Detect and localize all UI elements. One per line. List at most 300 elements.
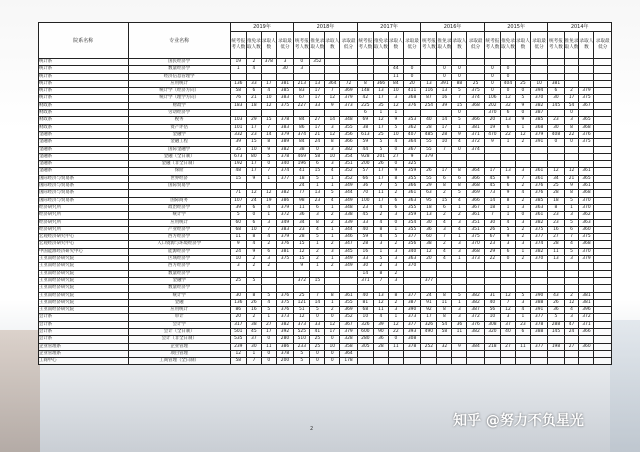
value-cell: [310, 73, 325, 80]
table-row: [39, 197, 612, 204]
value-cell: 30: [230, 292, 246, 299]
value-cell: [230, 183, 246, 190]
value-cell: 15: [230, 175, 246, 182]
value-cell: 3: [437, 226, 452, 233]
value-cell: 17: [310, 95, 325, 102]
value-cell: [579, 146, 594, 153]
dept-cell: 宏观经济研究中心: [39, 241, 129, 248]
header-subcol: 录取人数: [388, 32, 403, 59]
header-subcol: 推免录取人数: [373, 32, 388, 59]
table-row: [39, 161, 612, 168]
value-cell: 60: [230, 219, 246, 226]
value-cell: 381: [579, 292, 594, 299]
value-cell: 375: [467, 88, 484, 95]
value-cell: 24: [564, 328, 579, 335]
value-cell: 354: [403, 219, 420, 226]
value-cell: 23: [515, 321, 530, 328]
value-cell: 5: [373, 139, 388, 146]
value-cell: 340: [403, 248, 420, 255]
value-cell: [484, 263, 500, 270]
value-cell: 35: [230, 146, 246, 153]
value-cell: 394: [530, 88, 547, 95]
value-cell: [403, 350, 420, 357]
value-cell: 17: [310, 124, 325, 131]
value-cell: 5: [388, 234, 403, 241]
dept-cell: 王亚南经济研究院: [39, 307, 129, 314]
value-cell: 3: [261, 219, 276, 226]
value-cell: 379: [276, 234, 293, 241]
value-cell: [530, 358, 547, 365]
value-cell: 0: [484, 73, 500, 80]
value-cell: 355: [403, 226, 420, 233]
value-cell: 1: [452, 234, 467, 241]
value-cell: 383: [276, 124, 293, 131]
header-subcol: 录取人数: [325, 32, 340, 59]
value-cell: 95: [421, 197, 437, 204]
value-cell: 376: [276, 307, 293, 314]
value-cell: 1: [501, 212, 516, 219]
value-cell: 42: [357, 95, 373, 102]
value-cell: [564, 285, 579, 292]
value-cell: 3: [515, 299, 530, 306]
major-cell: 世界经济: [128, 175, 230, 182]
value-cell: [437, 270, 452, 277]
value-cell: 8: [325, 139, 340, 146]
value-cell: 11: [548, 248, 564, 255]
value-cell: 10: [357, 314, 373, 321]
value-cell: 360: [579, 226, 594, 233]
value-cell: 370: [467, 241, 484, 248]
value-cell: 43: [548, 292, 564, 299]
dept-cell: 统计系: [39, 80, 129, 87]
value-cell: [501, 263, 516, 270]
value-cell: [548, 161, 564, 168]
value-cell: 25: [310, 343, 325, 350]
value-cell: 364: [340, 350, 357, 357]
value-cell: 2: [373, 212, 388, 219]
value-cell: 2: [437, 241, 452, 248]
value-cell: [357, 358, 373, 365]
value-cell: 11: [515, 343, 530, 350]
value-cell: 378: [261, 59, 276, 66]
value-cell: 381: [579, 299, 594, 306]
value-cell: 27: [548, 234, 564, 241]
value-cell: [594, 124, 612, 131]
value-cell: 5: [310, 234, 325, 241]
value-cell: 7: [246, 358, 261, 365]
value-cell: 225: [357, 102, 373, 109]
value-cell: [548, 270, 564, 277]
value-cell: 6: [310, 204, 325, 211]
dept-cell: 经济研究所: [39, 226, 129, 233]
value-cell: 367: [467, 204, 484, 211]
value-cell: 9: [388, 168, 403, 175]
value-cell: 0: [452, 110, 467, 117]
value-cell: 17: [373, 197, 388, 204]
value-cell: [261, 277, 276, 284]
value-cell: [452, 153, 467, 160]
value-cell: [530, 59, 547, 66]
value-cell: 0: [388, 161, 403, 168]
table-body: [39, 59, 612, 365]
value-cell: [325, 59, 340, 66]
table-row: [39, 234, 612, 241]
value-cell: 379: [530, 131, 547, 138]
value-cell: 20: [403, 80, 420, 87]
value-cell: 3: [294, 66, 310, 73]
value-cell: 374: [467, 146, 484, 153]
major-cell: 国际商务: [128, 197, 230, 204]
value-cell: 1: [325, 234, 340, 241]
value-cell: 368: [467, 102, 484, 109]
value-cell: 7: [437, 146, 452, 153]
value-cell: [594, 270, 612, 277]
value-cell: 66: [357, 175, 373, 182]
value-cell: 3: [388, 307, 403, 314]
value-cell: 359: [403, 212, 420, 219]
value-cell: 352: [340, 168, 357, 175]
value-cell: 14: [325, 117, 340, 124]
value-cell: 501: [230, 328, 246, 335]
value-cell: 25: [373, 131, 388, 138]
value-cell: 67: [294, 95, 310, 102]
header-years-row: [39, 23, 612, 32]
value-cell: 2: [325, 212, 340, 219]
value-cell: 370: [484, 110, 500, 117]
value-cell: 4: [373, 234, 388, 241]
value-cell: 288: [548, 321, 564, 328]
value-cell: 12: [548, 168, 564, 175]
admission-data-table: [38, 22, 612, 365]
value-cell: [467, 350, 484, 357]
major-cell: 会计（非全日制）: [128, 336, 230, 343]
value-cell: [421, 263, 437, 270]
major-cell: 资产评估: [128, 124, 230, 131]
value-cell: 370: [530, 256, 547, 263]
value-cell: 11: [261, 343, 276, 350]
value-cell: [594, 197, 612, 204]
value-cell: 36: [294, 212, 310, 219]
value-cell: 12: [373, 299, 388, 306]
dept-cell: 统计系: [39, 88, 129, 95]
value-cell: 136: [230, 80, 246, 87]
value-cell: 98: [294, 197, 310, 204]
value-cell: [403, 59, 420, 66]
table-row: [39, 139, 612, 146]
value-cell: 213: [294, 80, 310, 87]
value-cell: 86: [294, 124, 310, 131]
value-cell: [594, 263, 612, 270]
value-cell: 4: [388, 139, 403, 146]
table-row: [39, 73, 612, 80]
value-cell: 7: [373, 183, 388, 190]
value-cell: [437, 161, 452, 168]
value-cell: 17: [261, 80, 276, 87]
value-cell: [373, 285, 388, 292]
value-cell: 355: [340, 124, 357, 131]
value-cell: 3: [515, 241, 530, 248]
value-cell: 0: [501, 88, 516, 95]
value-cell: 1: [388, 110, 403, 117]
value-cell: 7: [484, 212, 500, 219]
value-cell: 10: [246, 226, 261, 233]
value-cell: 510: [294, 336, 310, 343]
value-cell: 26: [373, 161, 388, 168]
header-year-2015: 2015年: [484, 23, 548, 32]
value-cell: 5: [564, 248, 579, 255]
value-cell: 1: [452, 204, 467, 211]
value-cell: 39: [373, 321, 388, 328]
table-row: [39, 226, 612, 233]
value-cell: 9: [452, 343, 467, 350]
value-cell: 27: [261, 321, 276, 328]
value-cell: 2: [564, 88, 579, 95]
value-cell: 0: [294, 59, 310, 66]
value-cell: 379: [579, 88, 594, 95]
value-cell: 17: [246, 168, 261, 175]
value-cell: [579, 277, 594, 284]
value-cell: 55: [421, 139, 437, 146]
value-cell: 382: [276, 321, 293, 328]
major-cell: 企业管理: [128, 343, 230, 350]
dept-cell: 王亚南经济研究院: [39, 285, 129, 292]
value-cell: 6: [357, 110, 373, 117]
value-cell: 379: [340, 95, 357, 102]
value-cell: 30: [276, 66, 293, 73]
value-cell: 2: [388, 270, 403, 277]
value-cell: 17: [261, 328, 276, 335]
value-cell: 361: [467, 212, 484, 219]
value-cell: 0: [388, 146, 403, 153]
value-cell: 0: [515, 88, 530, 95]
value-cell: 88: [452, 80, 467, 87]
value-cell: 34: [294, 219, 310, 226]
value-cell: [515, 350, 530, 357]
value-cell: 6: [548, 88, 564, 95]
value-cell: 6: [246, 204, 261, 211]
table-row: [39, 153, 612, 160]
value-cell: 375: [276, 256, 293, 263]
value-cell: 8: [548, 204, 564, 211]
value-cell: 2: [452, 212, 467, 219]
value-cell: [467, 153, 484, 160]
value-cell: 372: [467, 314, 484, 321]
value-cell: 11: [373, 307, 388, 314]
value-cell: 376: [467, 321, 484, 328]
value-cell: 351: [467, 219, 484, 226]
value-cell: 377: [276, 175, 293, 182]
value-cell: 40: [357, 226, 373, 233]
value-cell: [594, 204, 612, 211]
header-year-2014: 2014年: [548, 23, 612, 32]
value-cell: 3: [452, 248, 467, 255]
value-cell: 1: [325, 226, 340, 233]
value-cell: 368: [579, 241, 594, 248]
value-cell: 1: [388, 314, 403, 321]
value-cell: 4: [437, 219, 452, 226]
value-cell: 10: [530, 80, 547, 87]
value-cell: 382: [276, 190, 293, 197]
value-cell: 35: [373, 102, 388, 109]
value-cell: [484, 153, 500, 160]
value-cell: 404: [501, 80, 516, 87]
value-cell: 54: [564, 102, 579, 109]
value-cell: [452, 285, 467, 292]
value-cell: 6: [437, 204, 452, 211]
value-cell: [594, 226, 612, 233]
value-cell: 15: [437, 197, 452, 204]
value-cell: 5: [246, 277, 261, 284]
dept-cell: 金融系: [39, 139, 129, 146]
table-row: [39, 88, 612, 95]
value-cell: 0: [437, 73, 452, 80]
value-cell: 382: [467, 299, 484, 306]
major-cell: 国际贸易学: [128, 183, 230, 190]
value-cell: 368: [403, 95, 420, 102]
header-subcol: 录取最低分: [276, 32, 293, 59]
value-cell: [515, 73, 530, 80]
value-cell: [373, 358, 388, 365]
value-cell: 23: [484, 241, 500, 248]
value-cell: 382: [276, 146, 293, 153]
major-cell: 人口资源与环境经济学: [128, 241, 230, 248]
value-cell: 0: [310, 314, 325, 321]
value-cell: 8: [357, 80, 373, 87]
value-cell: 12: [246, 190, 261, 197]
value-cell: 11: [388, 73, 403, 80]
value-cell: 613: [357, 131, 373, 138]
value-cell: [548, 277, 564, 284]
value-cell: 17: [564, 95, 579, 102]
value-cell: [294, 110, 310, 117]
value-cell: 12: [388, 321, 403, 328]
value-cell: 3: [452, 241, 467, 248]
table-row: [39, 110, 612, 117]
value-cell: 2: [325, 307, 340, 314]
value-cell: 15: [294, 256, 310, 263]
value-cell: 1: [452, 256, 467, 263]
value-cell: 372: [467, 139, 484, 146]
value-cell: [594, 358, 612, 365]
value-cell: 8: [373, 270, 388, 277]
value-cell: 30: [421, 219, 437, 226]
value-cell: 4: [452, 197, 467, 204]
header-subcol: 录取人数: [452, 32, 467, 59]
value-cell: [594, 88, 612, 95]
value-cell: 18: [294, 175, 310, 182]
value-cell: 5: [515, 95, 530, 102]
value-cell: 4: [246, 241, 261, 248]
value-cell: 408: [548, 131, 564, 138]
value-cell: 40: [421, 117, 437, 124]
header-subcol: 录取最低分: [594, 32, 612, 59]
value-cell: 376: [530, 183, 547, 190]
value-cell: 5: [452, 88, 467, 95]
major-cell: 统计学（理学方向）: [128, 95, 230, 102]
value-cell: 369: [467, 190, 484, 197]
table-row: [39, 175, 612, 182]
value-cell: 4: [437, 248, 452, 255]
table-row: [39, 59, 612, 66]
major-cell: 国际金融学: [128, 146, 230, 153]
value-cell: [548, 73, 564, 80]
value-cell: 2: [246, 314, 261, 321]
value-cell: 27: [388, 153, 403, 160]
value-cell: [357, 66, 373, 73]
value-cell: 8: [246, 292, 261, 299]
value-cell: 202: [484, 102, 500, 109]
major-cell: 统计学: [128, 212, 230, 219]
value-cell: 58: [437, 328, 452, 335]
value-cell: 178: [340, 358, 357, 365]
header-dept: 院系名称: [39, 23, 129, 59]
major-cell: 西方经济学: [128, 263, 230, 270]
dept-cell: 工商中心: [39, 358, 129, 365]
value-cell: [357, 59, 373, 66]
value-cell: 320: [484, 328, 500, 335]
value-cell: 0: [325, 314, 340, 321]
value-cell: 393: [403, 328, 420, 335]
value-cell: 71: [230, 190, 246, 197]
value-cell: 5: [373, 146, 388, 153]
value-cell: [437, 350, 452, 357]
value-cell: 3: [325, 124, 340, 131]
value-cell: [467, 66, 484, 73]
value-cell: 28: [357, 241, 373, 248]
value-cell: 7: [261, 124, 276, 131]
header-subcol: 录取最低分: [340, 32, 357, 59]
value-cell: [530, 263, 547, 270]
dept-cell: 会计系: [39, 328, 129, 335]
dept-cell: 经济研究所: [39, 219, 129, 226]
major-cell: 金融: [128, 299, 230, 306]
value-cell: 366: [579, 328, 594, 335]
value-cell: 6: [388, 204, 403, 211]
value-cell: [467, 263, 484, 270]
value-cell: 0: [261, 350, 276, 357]
value-cell: 8: [437, 314, 452, 321]
value-cell: 17: [246, 124, 261, 131]
major-cell: 区域经济学: [128, 256, 230, 263]
value-cell: [340, 59, 357, 66]
value-cell: [530, 73, 547, 80]
header-subcol: 统考报考人数: [230, 32, 246, 59]
value-cell: 3: [325, 161, 340, 168]
value-cell: 391: [530, 139, 547, 146]
value-cell: 2: [325, 219, 340, 226]
value-cell: 26: [548, 299, 564, 306]
value-cell: 368: [467, 248, 484, 255]
value-cell: 2: [261, 263, 276, 270]
value-cell: 148: [357, 88, 373, 95]
value-cell: [564, 80, 579, 87]
value-cell: 6: [452, 175, 467, 182]
value-cell: 21: [564, 175, 579, 182]
value-cell: [548, 263, 564, 270]
value-cell: 373: [340, 102, 357, 109]
value-cell: 1: [501, 139, 516, 146]
table-row: [39, 212, 612, 219]
table-row: [39, 168, 612, 175]
major-cell: 税务: [128, 117, 230, 124]
value-cell: 377: [421, 277, 437, 284]
value-cell: 389: [276, 139, 293, 146]
value-cell: 9: [452, 131, 467, 138]
value-cell: [530, 285, 547, 292]
value-cell: 390: [403, 307, 420, 314]
table-row: [39, 190, 612, 197]
value-cell: [437, 285, 452, 292]
